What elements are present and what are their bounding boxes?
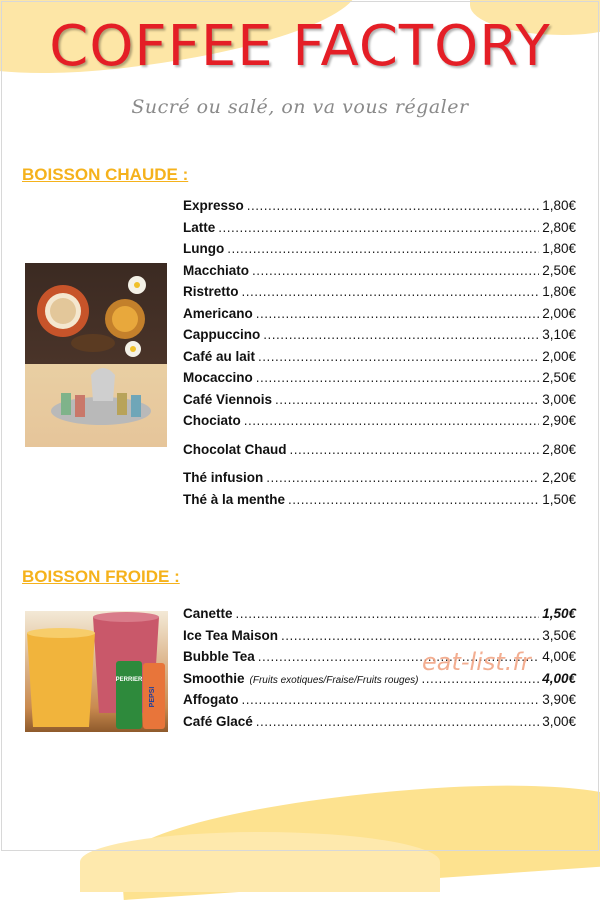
- item-name: Thé infusion: [183, 470, 264, 485]
- menu-item: [183, 263, 576, 285]
- item-price: 2,50€: [542, 370, 576, 385]
- menu-item: [183, 370, 576, 392]
- dot-leader: [288, 492, 539, 507]
- item-price: 2,00€: [542, 348, 576, 364]
- item-name: Café au lait: [183, 348, 256, 364]
- item-name: Lungo: [183, 241, 225, 256]
- item-price: 1,50€: [542, 606, 576, 621]
- dot-leader: [290, 442, 540, 457]
- item-name: Smoothie: [183, 670, 245, 686]
- dot-leader: [258, 349, 539, 364]
- menu-title: COFFEE FACTORY: [49, 14, 551, 79]
- dot-leader: [281, 628, 539, 643]
- item-price: 1,50€: [542, 491, 576, 507]
- menu-item: [183, 198, 576, 220]
- hot-drinks-photo: [25, 263, 167, 447]
- menu-item: [183, 306, 576, 328]
- menu-item: [183, 470, 576, 492]
- item-price: 2,80€: [542, 219, 576, 235]
- dot-leader: [256, 370, 539, 385]
- menu-item: [183, 284, 576, 306]
- item-name: Affogato: [183, 692, 239, 707]
- item-price: 4,00€: [542, 649, 576, 664]
- item-price: 2,20€: [542, 470, 576, 485]
- item-name: Café Glacé: [183, 713, 253, 729]
- decorative-wave-bottom-left: [80, 832, 440, 892]
- dot-leader: [247, 198, 539, 213]
- menu-item: [183, 392, 576, 414]
- item-name: Latte: [183, 219, 216, 235]
- menu-item: [183, 606, 576, 628]
- item-price: 3,90€: [542, 692, 576, 707]
- item-price: 1,80€: [542, 198, 576, 213]
- item-name: Café Viennois: [183, 391, 273, 407]
- dot-leader: [236, 606, 540, 621]
- item-price: 3,00€: [542, 391, 576, 407]
- item-name: Americano: [183, 305, 253, 321]
- menu-subtitle: Sucré ou salé, on va vous régaler: [131, 96, 469, 118]
- dot-leader: [252, 263, 539, 278]
- watermark: eat-list.fr: [422, 648, 531, 676]
- item-name: Ice Tea Maison: [183, 627, 279, 643]
- hot-drinks-illustration: [25, 263, 167, 447]
- dot-leader: [256, 714, 539, 729]
- item-price: 2,90€: [542, 413, 576, 428]
- section-title-hot-drinks: BOISSON CHAUDE :: [22, 165, 189, 184]
- item-price: 1,80€: [542, 241, 576, 256]
- dot-leader: [218, 220, 539, 235]
- item-name: Expresso: [183, 198, 244, 213]
- item-price: 2,50€: [542, 262, 576, 278]
- menu-item: [183, 714, 576, 736]
- item-name: Thé à la menthe: [183, 491, 286, 507]
- section-title-cold-drinks: BOISSON FROIDE :: [22, 567, 180, 586]
- dot-leader: [266, 470, 539, 485]
- dot-leader: [227, 241, 539, 256]
- item-name: Ristretto: [183, 284, 239, 299]
- cold-drinks-illustration: [25, 611, 168, 732]
- item-price: 3,50€: [542, 627, 576, 643]
- menu-item: [183, 442, 576, 464]
- item-price: 1,80€: [542, 284, 576, 299]
- menu-item: [183, 692, 576, 714]
- menu-item: [183, 492, 576, 514]
- dot-leader: [256, 306, 539, 321]
- dot-leader: [242, 284, 540, 299]
- dot-leader: [275, 392, 539, 407]
- menu-item: [183, 349, 576, 371]
- menu-item: [183, 413, 576, 435]
- item-name: Chociato: [183, 413, 241, 428]
- item-price: 3,10€: [542, 327, 576, 342]
- item-price: 2,00€: [542, 305, 576, 321]
- dot-leader: [263, 327, 539, 342]
- menu-item: [183, 241, 576, 263]
- item-name: Macchiato: [183, 262, 250, 278]
- item-name: Chocolat Chaud: [183, 441, 287, 457]
- cold-drinks-photo: [25, 611, 168, 732]
- hot-drinks-list: [183, 198, 576, 513]
- can-brand-label: PEPSI: [149, 686, 156, 708]
- menu-item: [183, 628, 576, 650]
- item-name: Bubble Tea: [183, 649, 255, 664]
- menu-item: [183, 220, 576, 242]
- item-name: Mocaccino: [183, 370, 253, 385]
- can-brand-label: PERRIER: [115, 677, 143, 683]
- item-name: Cappuccino: [183, 327, 261, 342]
- menu-item: [183, 327, 576, 349]
- item-price: 3,00€: [542, 713, 576, 729]
- dot-leader: [244, 413, 539, 428]
- item-price: 2,80€: [542, 441, 576, 457]
- item-note: (Fruits exotiques/Fraise/Fruits rouges): [249, 674, 419, 686]
- dot-leader: [241, 692, 539, 707]
- item-price: 4,00€: [542, 670, 576, 686]
- item-name: Canette: [183, 606, 233, 621]
